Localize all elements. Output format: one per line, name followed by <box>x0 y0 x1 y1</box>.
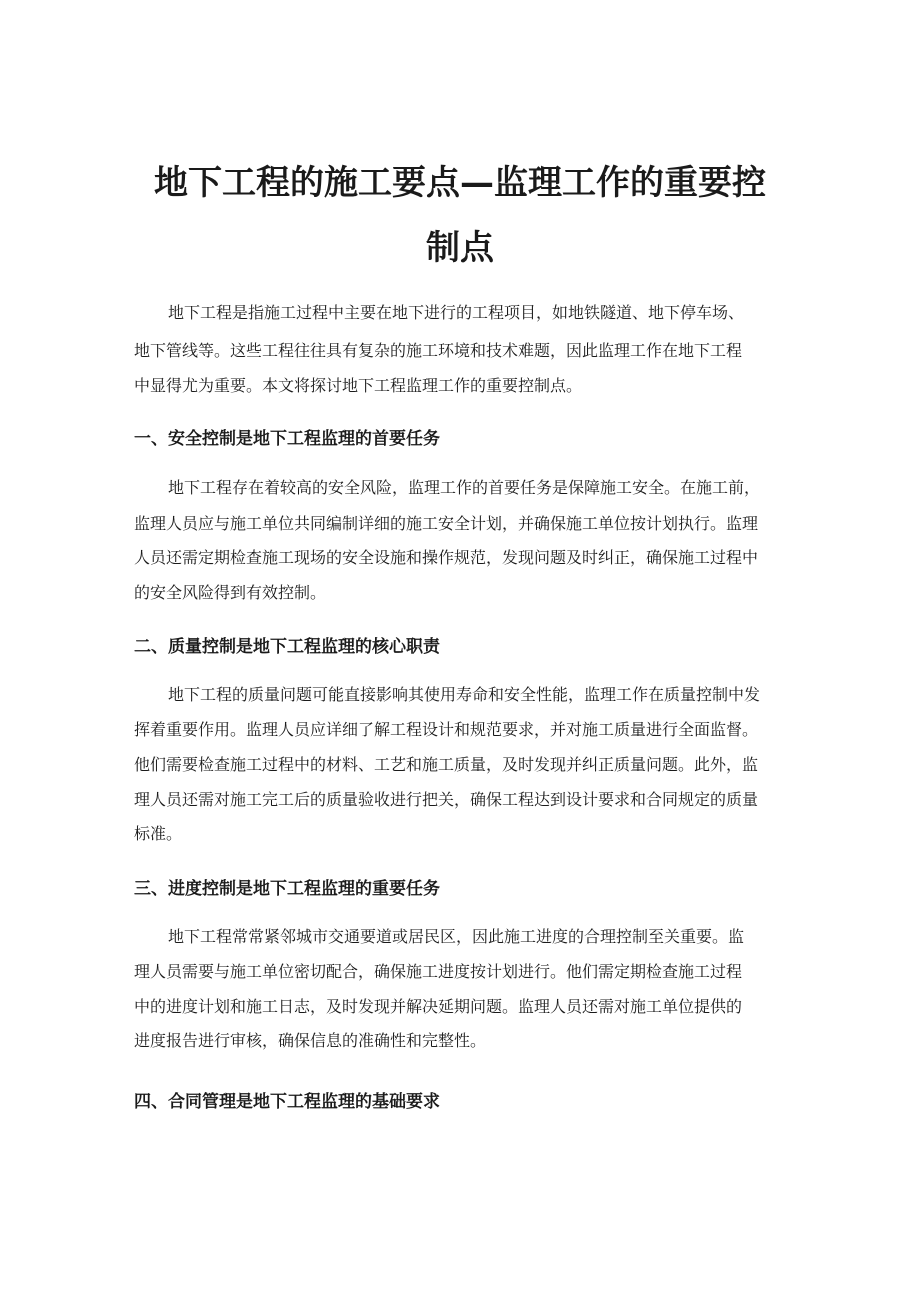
section-heading-4: 四、合同管理是地下工程监理的基础要求 <box>134 1092 440 1112</box>
paragraph-line: 理人员还需对施工完工后的质量验收进行把关，确保工程达到设计要求和合同规定的质量 <box>134 790 759 809</box>
paragraph-line: 地下工程常常紧邻城市交通要道或居民区，因此施工进度的合理控制至关重要。监 <box>168 927 745 946</box>
paragraph-line: 标准。 <box>134 824 183 843</box>
section-heading-1: 一、安全控制是地下工程监理的首要任务 <box>134 429 440 449</box>
paragraph-line: 的安全风险得到有效控制。 <box>134 583 327 602</box>
section-heading-3: 三、进度控制是地下工程监理的重要任务 <box>134 879 440 899</box>
document-title-line-1: 地下工程的施工要点—监理工作的重要控 <box>154 163 766 203</box>
paragraph-line: 地下工程的质量问题可能直接影响其使用寿命和安全性能，监理工作在质量控制中发 <box>168 685 761 704</box>
paragraph-line: 人员还需定期检查施工现场的安全设施和操作规范，发现问题及时纠正，确保施工过程中 <box>134 548 759 567</box>
paragraph-line: 地下管线等。这些工程往往具有复杂的施工环境和技术难题，因此监理工作在地下工程 <box>134 341 743 360</box>
paragraph-line: 监理人员应与施工单位共同编制详细的施工安全计划，并确保施工单位按计划执行。监理 <box>134 514 759 533</box>
paragraph-line: 中显得尤为重要。本文将探讨地下工程监理工作的重要控制点。 <box>134 376 583 395</box>
paragraph-line: 地下工程存在着较高的安全风险，监理工作的首要任务是保障施工安全。在施工前， <box>168 478 761 497</box>
paragraph-line: 他们需要检查施工过程中的材料、工艺和施工质量，及时发现并纠正质量问题。此外，监 <box>134 755 759 774</box>
section-heading-2: 二、质量控制是地下工程监理的核心职责 <box>134 637 440 657</box>
paragraph-line: 挥着重要作用。监理人员应详细了解工程设计和规范要求，并对施工质量进行全面监督。 <box>134 720 759 739</box>
paragraph-line: 理人员需要与施工单位密切配合，确保施工进度按计划进行。他们需定期检查施工过程 <box>134 962 743 981</box>
document-title-line-2: 制点 <box>426 228 494 268</box>
paragraph-line: 中的进度计划和施工日志，及时发现并解决延期问题。监理人员还需对施工单位提供的 <box>134 997 743 1016</box>
paragraph-line: 进度报告进行审核，确保信息的准确性和完整性。 <box>134 1031 487 1050</box>
paragraph-line: 地下工程是指施工过程中主要在地下进行的工程项目，如地铁隧道、地下停车场、 <box>168 303 745 322</box>
